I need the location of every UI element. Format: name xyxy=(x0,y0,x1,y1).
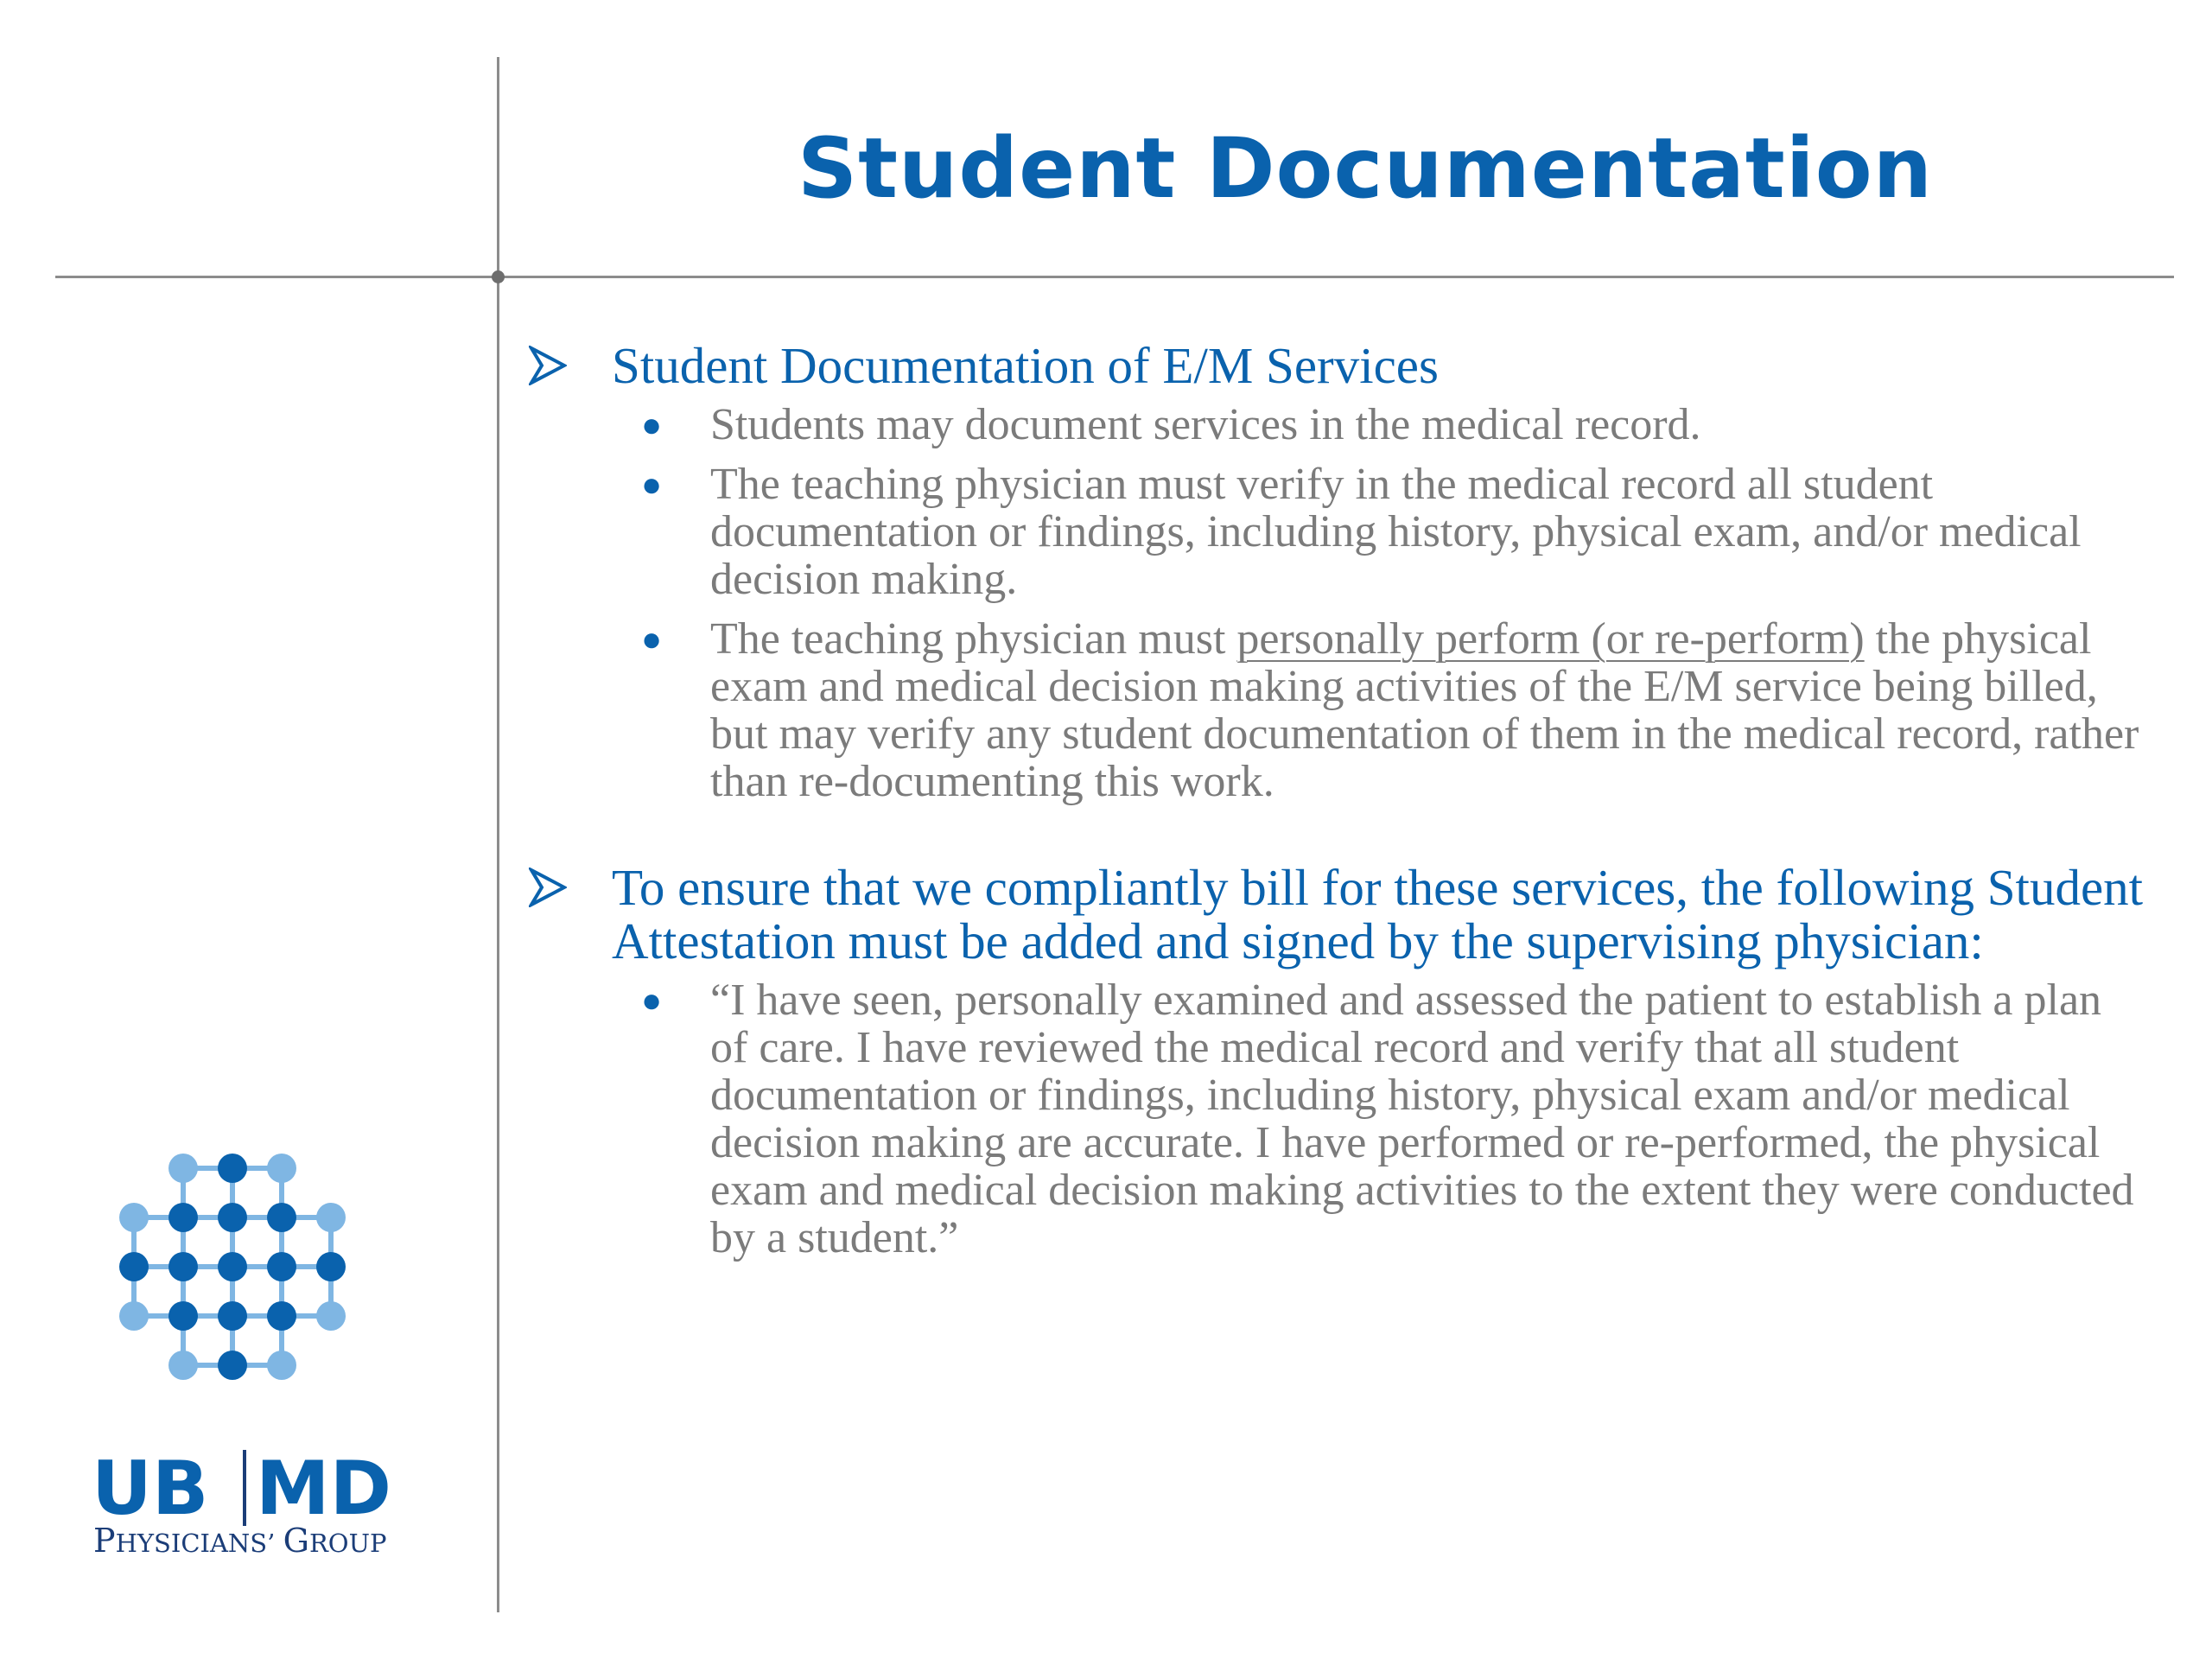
logo-dot xyxy=(168,1154,198,1183)
list-item xyxy=(641,460,2145,604)
divider-junction-dot xyxy=(492,270,505,283)
bullet-dot-icon: ● xyxy=(641,981,663,1020)
arrow-bullet-icon xyxy=(529,868,567,907)
bullet-dot-icon: ● xyxy=(641,405,663,444)
logo-dot xyxy=(316,1203,346,1232)
slide-content xyxy=(529,339,2145,1274)
list-item-text-after: the physical exam and medical decision making activities of the E/M service being billed, but may verify any student documentation of them in the medical record, rather than re-documenting this work. xyxy=(710,614,2139,806)
logo-dot xyxy=(316,1252,346,1281)
section-student-attestation xyxy=(529,861,2145,1262)
arrow-bullet-icon xyxy=(529,346,567,385)
logo-subtitle: PHYSICIANS’ GROUP xyxy=(93,1522,387,1557)
logo-dot xyxy=(168,1252,198,1281)
logo-ub-text: UB xyxy=(92,1446,209,1532)
logo-dot xyxy=(119,1252,149,1281)
list-item-text: Students may document services in the medical record. xyxy=(710,400,1701,449)
logo-dot xyxy=(218,1301,247,1331)
list-item xyxy=(641,614,2145,806)
logo-dot xyxy=(218,1351,247,1380)
logo-dot xyxy=(267,1351,296,1380)
logo-dot xyxy=(218,1203,247,1232)
logo-dot xyxy=(267,1252,296,1281)
logo-dot xyxy=(316,1301,346,1331)
list-item xyxy=(641,400,2145,449)
logo-dot xyxy=(168,1301,198,1331)
logo-dot xyxy=(218,1252,247,1281)
logo-dot xyxy=(119,1301,149,1331)
attestation-quote: “I have seen, personally examined and assessed the patient to establish a plan of care. I have reviewed the medical record and verify that all student documentation or findings, including history, physical exam and/or medical decision making are accurate. I have performed or re-performed, the physical exam and medical decision making activities to the extent they were conducted by a student.” xyxy=(710,976,2134,1262)
slide-title: Student Documentation xyxy=(798,120,1933,217)
list-item-text-underlined: personally perform (or re-perform) xyxy=(1236,614,1865,664)
bullet-list xyxy=(612,976,2145,1262)
logo-dot xyxy=(218,1154,247,1183)
bullet-dot-icon: ● xyxy=(641,465,663,504)
logo-md-text: MD xyxy=(256,1446,391,1532)
bullet-dot-icon: ● xyxy=(641,620,663,658)
horizontal-divider xyxy=(55,276,2174,278)
logo-dot xyxy=(267,1203,296,1232)
section-heading: To ensure that we compliantly bill for these services, the following Student Attestation must be added and signed by the supervising physician: xyxy=(612,859,2144,969)
bullet-list xyxy=(612,401,2145,805)
list-item-text: The teaching physician must verify in the medical record all student documentation or findings, including history, physical exam, and/or medical decision making. xyxy=(710,460,2082,604)
logo-divider-bar xyxy=(243,1450,246,1526)
logo-dot xyxy=(267,1154,296,1183)
logo-dot xyxy=(168,1351,198,1380)
logo-dot xyxy=(267,1301,296,1331)
vertical-divider xyxy=(497,57,499,1612)
ubmd-logo-mark-icon xyxy=(117,1149,376,1408)
list-item-text-before: The teaching physician must xyxy=(710,614,1237,664)
section-student-documentation xyxy=(529,339,2145,805)
ubmd-logo-wordmark xyxy=(86,1445,415,1557)
logo-dot xyxy=(119,1203,149,1232)
section-heading: Student Documentation of E/M Services xyxy=(612,337,1439,394)
list-item xyxy=(641,976,2145,1262)
logo-dot xyxy=(168,1203,198,1232)
